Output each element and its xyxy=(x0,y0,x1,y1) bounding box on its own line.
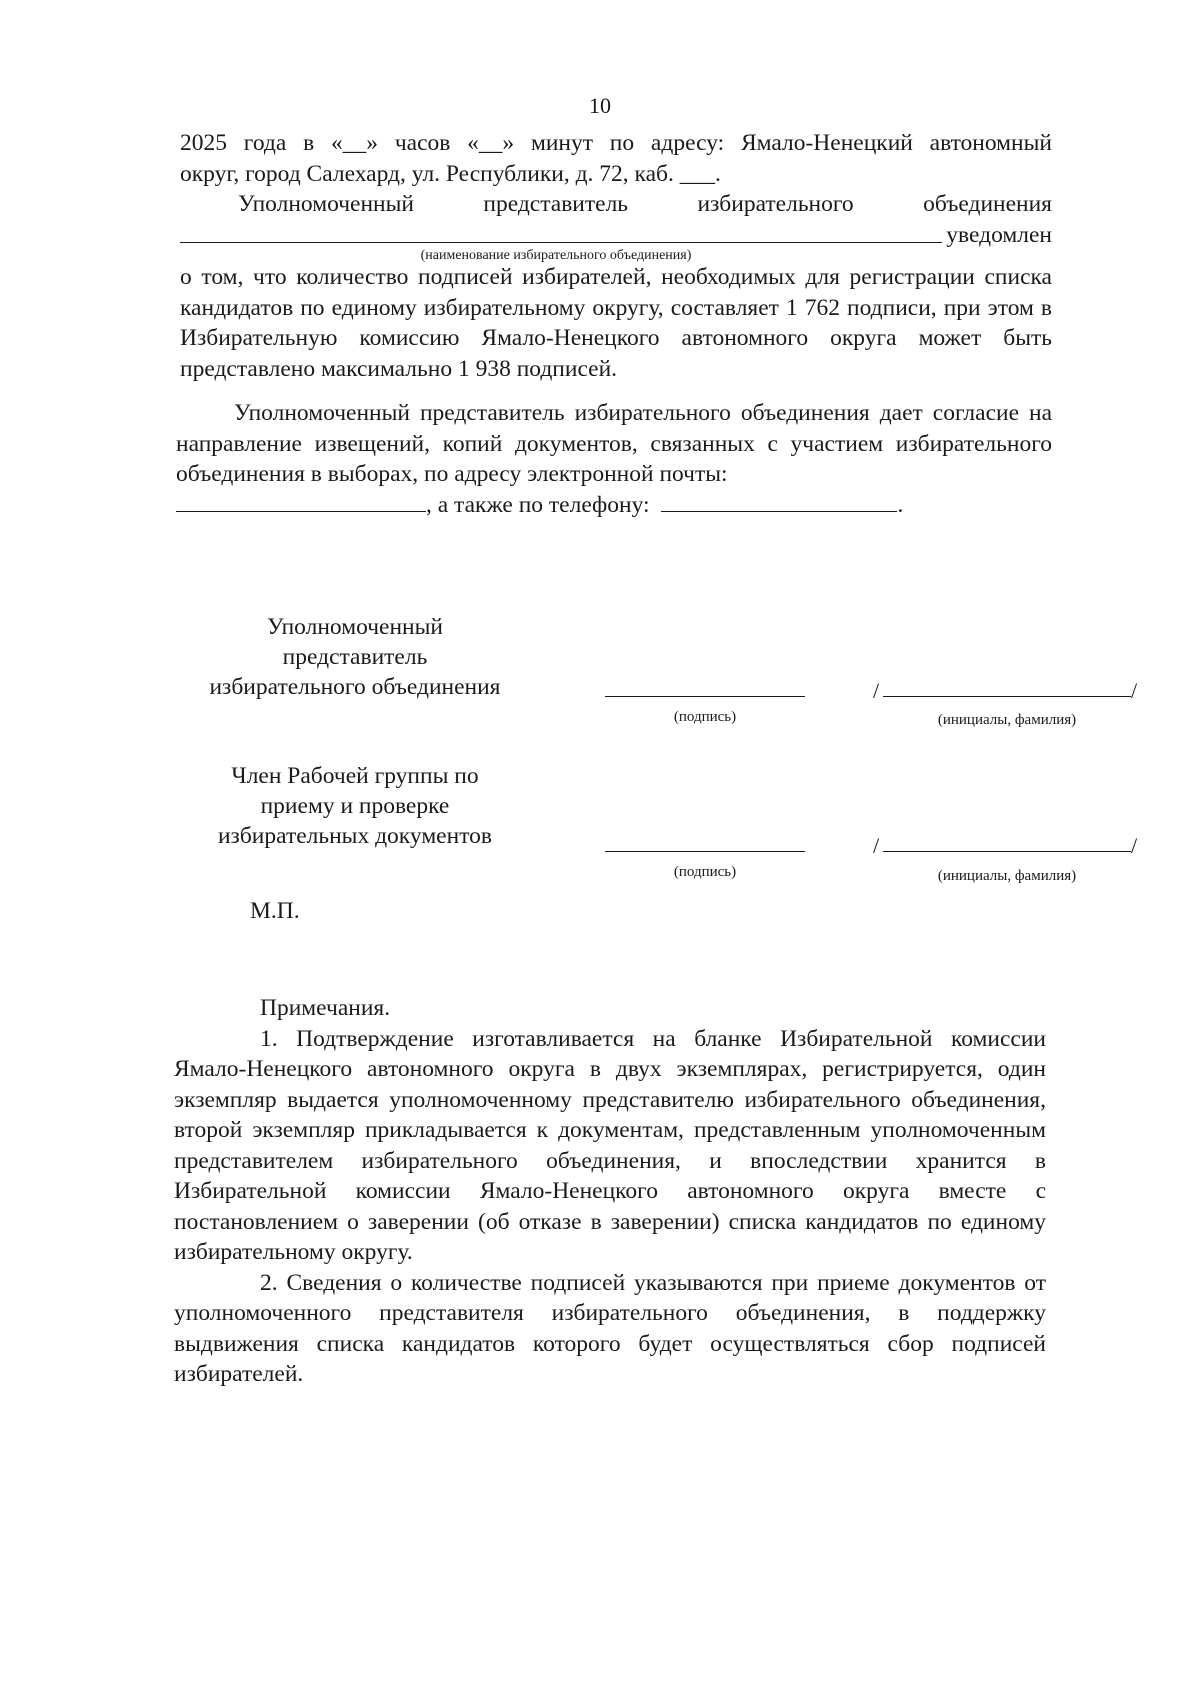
slash-right: / xyxy=(1131,833,1138,858)
association-name-line xyxy=(180,220,1052,251)
title-line: избирательных документов xyxy=(217,823,492,849)
page-number: 10 xyxy=(589,93,611,118)
name-caption: (инициалы, фамилия) xyxy=(937,868,1077,884)
signature-line xyxy=(605,696,805,697)
title-line: Член Рабочей группы по xyxy=(231,763,479,789)
notified-word: уведомлен xyxy=(946,221,1052,248)
representative-line: Уполномоченный представитель избирательного объединения xyxy=(238,191,1052,217)
note-1: 1. Подтверждение изготавливается на бланке Избирательной комиссии Ямало-Ненецкого автономного округа в двух экземплярах, регистрируется, один экземпляр выдается уполномоченному представителю избирательного объединения, второй экземпляр прикладывается к документам, представленным уполномоченным представителем избирательного объединения, и впоследствии хранится в Избирательной комиссии Ямало-Ненецкого автономного округа вместе с постановлением о заверении (об отказе в заверении) списка кандидатов по единому избирательному округу. xyxy=(174,1025,1046,1265)
signatory-title xyxy=(175,761,535,851)
phone-label: , а также по телефону: xyxy=(426,491,650,518)
title-line: приему и проверке xyxy=(260,793,450,819)
paragraph-line: 2025 года в «__» часов «__» минут по адресу: Ямало-Ненецкий автономный xyxy=(180,130,1052,156)
slash-right: / xyxy=(1131,678,1138,703)
notes-title: Примечания. xyxy=(260,995,391,1021)
consent-paragraph xyxy=(176,398,1052,520)
signature-line xyxy=(605,851,805,852)
stamp-place-label: М.П. xyxy=(250,898,300,924)
association-name-caption: (наименование избирательного объединения) xyxy=(420,248,692,263)
paragraph-continuation xyxy=(180,128,1052,189)
name-line xyxy=(883,851,1131,852)
email-blank xyxy=(176,491,426,512)
end-period: . xyxy=(897,491,904,518)
contact-line xyxy=(176,490,1052,521)
name-line xyxy=(883,696,1131,697)
paragraph-line: округ, город Салехард, ул. Республики, д. 72, каб. ___. xyxy=(180,160,721,187)
note-2: 2. Сведения о количестве подписей указываются при приеме документов от уполномоченного представителя избирательного объединения, в поддержку выдвижения списка кандидатов которого будет осуществляться сбор подписей избирателей. xyxy=(174,1269,1046,1387)
association-name-blank xyxy=(180,242,942,243)
name-caption: (инициалы, фамилия) xyxy=(937,712,1077,728)
notification-paragraph xyxy=(180,189,1052,384)
signature-caption: (подпись) xyxy=(673,709,737,725)
slash-left: / xyxy=(873,678,880,703)
signatory-title xyxy=(175,612,535,702)
notes-section xyxy=(174,993,1046,1390)
phone-blank xyxy=(661,491,897,512)
title-line: избирательного объединения xyxy=(209,674,501,700)
title-line: представитель xyxy=(282,644,428,670)
signature-caption: (подпись) xyxy=(673,864,737,880)
consent-text: Уполномоченный представитель избирательного объединения дает согласие на направление извещений, копий документов, связанных с участием избирательного объединения в выборах, по адресу электронной почты: xyxy=(176,400,1052,487)
slash-left: / xyxy=(873,833,880,858)
title-line: Уполномоченный xyxy=(267,614,443,640)
signature-count-text: о том, что количество подписей избирателей, необходимых для регистрации списка кандидатов по единому избирательному округу, составляет 1 762 подписи, при этом в Избирательную комиссию Ямало-Ненецкого автономного округа может быть представлено максимально 1 938 подписей. xyxy=(180,264,1052,382)
